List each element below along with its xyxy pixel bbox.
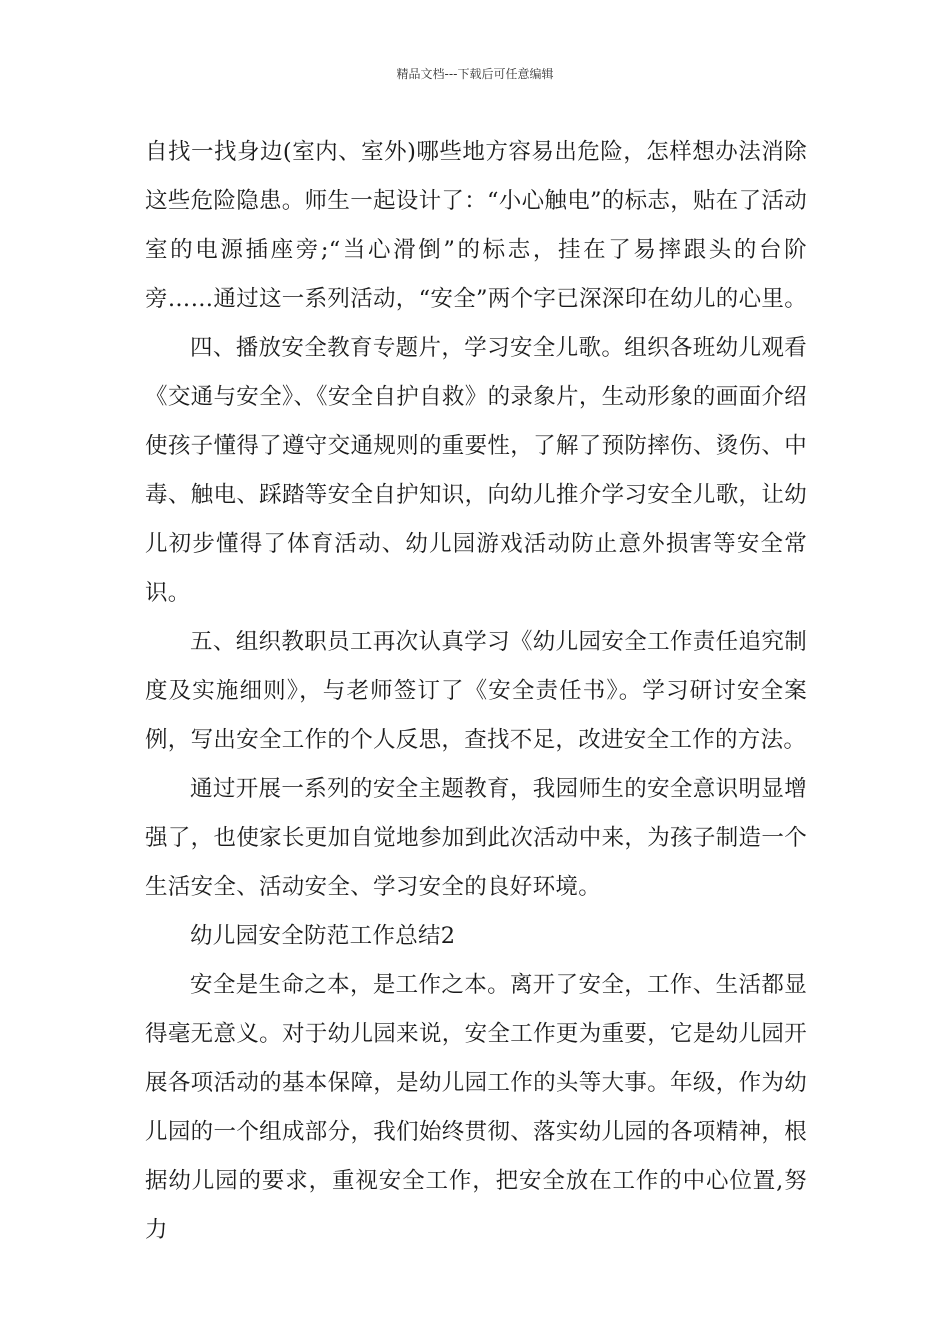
paragraph-section-five: 五、组织教职员工再次认真学习《幼儿园安全工作责任追究制度及实施细则》，与老师签订了《安全责任书》。学习研讨安全案例，写出安全工作的个人反思，查找不足，改进安全工作的方法。: [145, 629, 807, 753]
paragraph-summary-two: 安全是生命之本，是工作之本。离开了安全，工作、生活都显得毫无意义。对于幼儿园来说，安全工作更为重要，它是幼儿园开展各项活动的基本保障，是幼儿园工作的头等大事。年级，作为幼儿园的一个组成部分，我们始终贯彻、落实幼儿园的各项精神，根据幼儿园的要求，重视安全工作，把安全放在工作的中心位置,努力: [145, 972, 807, 1243]
paragraph-continuation: 自找一找身边(室内、室外)哪些地方容易出危险，怎样想办法消除这些危险隐患。师生一起设计了：“小心触电”的标志，贴在了活动室的电源插座旁;“当心滑倒”的标志，挂在了易摔跟头的台阶旁……通过这一系列活动，“安全”两个字已深深印在幼儿的心里。: [145, 139, 808, 312]
section-heading: 幼儿园安全防范工作总结2: [190, 923, 456, 949]
paragraph-conclusion: 通过开展一系列的安全主题教育，我园师生的安全意识明显增强了，也使家长更加自觉地参加到此次活动中来，为孩子制造一个生活安全、活动安全、学习安全的良好环境。: [145, 776, 807, 900]
page-header: 精品文档---下载后可任意编辑: [396, 67, 554, 81]
document-body: [145, 128, 807, 1255]
paragraph-section-four: 四、播放安全教育专题片，学习安全儿歌。组织各班幼儿观看《交通与安全》、《安全自护自救》的录象片，生动形象的画面介绍使孩子懂得了遵守交通规则的重要性，了解了预防摔伤、烫伤、中毒、触电、踩踏等安全自护知识，向幼儿推介学习安全儿歌，让幼儿初步懂得了体育活动、幼儿园游戏活动防止意外损害等安全常识。: [145, 335, 807, 606]
